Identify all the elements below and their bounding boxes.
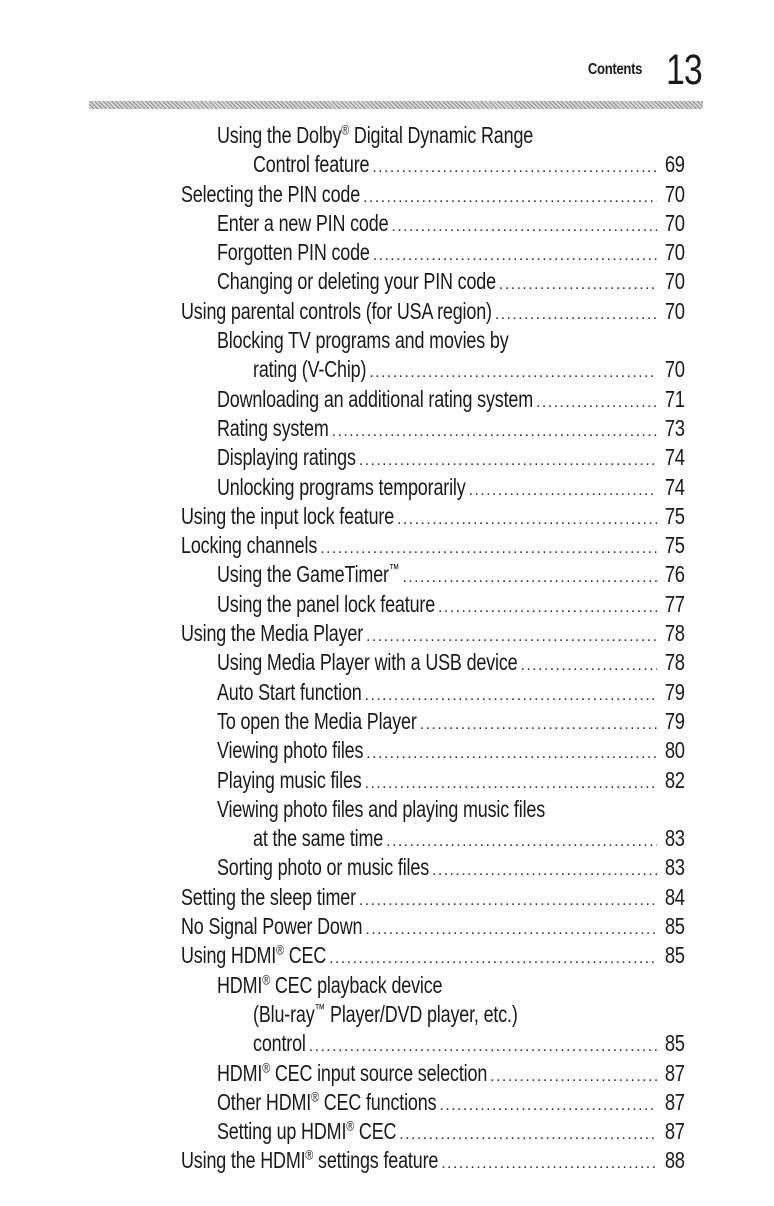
toc-entry[interactable] [181,326,685,355]
toc-entry[interactable] [181,1117,685,1146]
toc-entry[interactable] [181,707,685,736]
toc-entry[interactable] [181,267,685,296]
dot-leader [365,769,658,798]
dot-leader [365,915,657,944]
toc-entry-page: 83 [665,854,685,881]
toc-entry[interactable] [181,678,685,707]
dot-leader [520,651,657,680]
toc-entry[interactable] [181,766,685,795]
dot-leader [391,212,657,241]
page-number: 13 [666,46,702,94]
dot-leader [499,270,657,299]
toc-entry-page: 80 [665,737,685,764]
toc-entry[interactable] [181,531,685,560]
toc-entry-page: 85 [665,913,685,940]
toc-entry-page: 70 [665,297,685,324]
toc-entry-title: Using parental controls (for USA region) [181,297,492,324]
toc-entry-title: No Signal Power Down [181,913,363,940]
toc-entry-title: Enter a new PIN code [217,209,389,236]
toc-entry[interactable] [181,560,685,589]
dot-leader [373,241,658,270]
toc-entry-title: To open the Media Player [217,707,417,734]
dot-leader [366,622,657,651]
dot-leader [439,1091,657,1120]
toc-entry-page: 69 [665,151,685,178]
toc-entry-title: Using the input lock feature [181,502,395,529]
toc-entry-title: Setting up HDMI® CEC [217,1118,397,1145]
header-rule [89,101,703,109]
dot-leader [359,886,658,915]
toc-entry[interactable] [181,795,685,824]
toc-entry-page: 70 [665,239,685,266]
toc-entry[interactable] [181,853,685,882]
dot-leader [329,944,657,973]
dot-leader [365,681,658,710]
toc-entry-title: at the same time [253,825,384,852]
toc-entry[interactable] [181,619,685,648]
toc-entry-page: 76 [665,561,685,588]
toc-entry[interactable] [181,414,685,443]
toc-entry-title: Sorting photo or music files [217,854,430,881]
toc-entry-title: Control feature [253,151,370,178]
toc-entry[interactable] [181,238,685,267]
toc-entry-page: 82 [665,766,685,793]
toc-entry-title: Using the HDMI® settings feature [181,1147,439,1174]
toc-entry-title: Displaying ratings [217,444,356,471]
dot-leader [399,1120,657,1149]
toc-entry-page: 70 [665,268,685,295]
dot-leader [309,1032,658,1061]
toc-entry-page: 87 [665,1088,685,1115]
toc-entry-title: Using Media Player with a USB device [217,649,518,676]
toc-entry-title: Blocking TV programs and movies by [217,327,509,354]
toc-entry-page: 79 [665,707,685,734]
toc-entry-title: Unlocking programs temporarily [217,473,466,500]
toc-entry-title: Viewing photo files [217,737,364,764]
toc-entry[interactable] [181,473,685,502]
toc-entry-page: 85 [665,942,685,969]
dot-leader [495,300,658,329]
dot-leader [320,534,657,563]
toc-entry-page: 78 [665,620,685,647]
toc-entry[interactable] [181,1146,685,1175]
dot-leader [441,1149,657,1178]
dot-leader [369,358,657,387]
toc-entry-page: 77 [665,590,685,617]
dot-leader [490,1062,657,1091]
toc-entry-title: Using the Media Player [181,620,364,647]
toc-entry-title: Setting the sleep timer [181,883,356,910]
toc-entry-title: (Blu-ray™ Player/DVD player, etc.) [253,1000,518,1027]
dot-leader [386,827,657,856]
toc-entry[interactable] [181,883,685,912]
toc-entry-title: Rating system [217,414,329,441]
toc-entry-title: Using the Dolby® Digital Dynamic Range [217,122,534,148]
toc-entry-title: HDMI® CEC input source selection [217,1059,488,1086]
table-of-contents [181,121,685,1176]
toc-entry[interactable] [181,1029,685,1058]
toc-entry[interactable] [181,209,685,238]
toc-entry-title: Changing or deleting your PIN code [217,268,496,295]
toc-entry-page: 84 [665,883,685,910]
toc-entry[interactable] [181,1000,685,1029]
toc-entry-page: 78 [665,649,685,676]
toc-entry-page: 74 [665,444,685,471]
toc-entry[interactable] [181,971,685,1000]
toc-entry-title: control [253,1030,306,1057]
toc-entry-title: Using the GameTimer™ [217,561,400,588]
toc-entry-page: 79 [665,678,685,705]
section-title: Contents [587,61,643,78]
toc-entry[interactable] [181,590,685,619]
toc-entry[interactable] [181,648,685,677]
toc-entry-page: 70 [665,209,685,236]
toc-entry[interactable] [181,355,685,384]
toc-entry[interactable] [181,912,685,941]
toc-entry[interactable] [181,1088,685,1117]
dot-leader [332,417,658,446]
toc-entry[interactable] [181,443,685,472]
toc-entry-title: Using the panel lock feature [217,590,436,617]
toc-entry-title: Other HDMI® CEC functions [217,1088,437,1115]
toc-entry-page: 75 [665,532,685,559]
toc-entry-title: Downloading an additional rating system [217,385,534,412]
toc-entry-page: 83 [665,825,685,852]
dot-leader [432,856,657,885]
dot-leader [363,183,657,212]
toc-entry[interactable] [181,385,685,414]
toc-entry[interactable] [181,150,685,179]
toc-entry-page: 87 [665,1118,685,1145]
toc-entry-page: 74 [665,473,685,500]
toc-entry-title: HDMI® CEC playback device [217,971,443,998]
toc-entry[interactable] [181,502,685,531]
toc-entry[interactable] [181,736,685,765]
page-header [576,42,702,92]
toc-entry-title: rating (V-Chip) [253,356,367,383]
dot-leader [402,563,657,592]
toc-entry-title: Locking channels [181,532,318,559]
toc-entry-page: 70 [665,180,685,207]
toc-entry[interactable] [181,941,685,970]
dot-leader [469,476,658,505]
toc-entry-title: Playing music files [217,766,362,793]
dot-leader [420,710,658,739]
dot-leader [438,593,657,622]
toc-entry-page: 73 [665,414,685,441]
dot-leader [372,153,657,182]
toc-entry-page: 75 [665,502,685,529]
toc-entry[interactable] [181,824,685,853]
dot-leader [536,388,657,417]
toc-entry-page: 70 [665,356,685,383]
toc-entry-title: Viewing photo files and playing music files [217,795,546,822]
toc-entry-title: Auto Start function [217,678,362,705]
toc-entry[interactable] [181,180,685,209]
toc-entry-title: Using HDMI® CEC [181,942,327,969]
dot-leader [366,739,657,768]
toc-entry-page: 87 [665,1059,685,1086]
toc-entry-page: 88 [665,1147,685,1174]
dot-leader [359,446,658,475]
toc-entry[interactable] [181,297,685,326]
toc-entry-page: 85 [665,1030,685,1057]
dot-leader [397,505,657,534]
toc-entry-page: 71 [665,385,685,412]
toc-entry-title: Forgotten PIN code [217,239,370,266]
toc-entry[interactable] [181,121,685,150]
toc-entry[interactable] [181,1059,685,1088]
toc-entry-title: Selecting the PIN code [181,180,361,207]
